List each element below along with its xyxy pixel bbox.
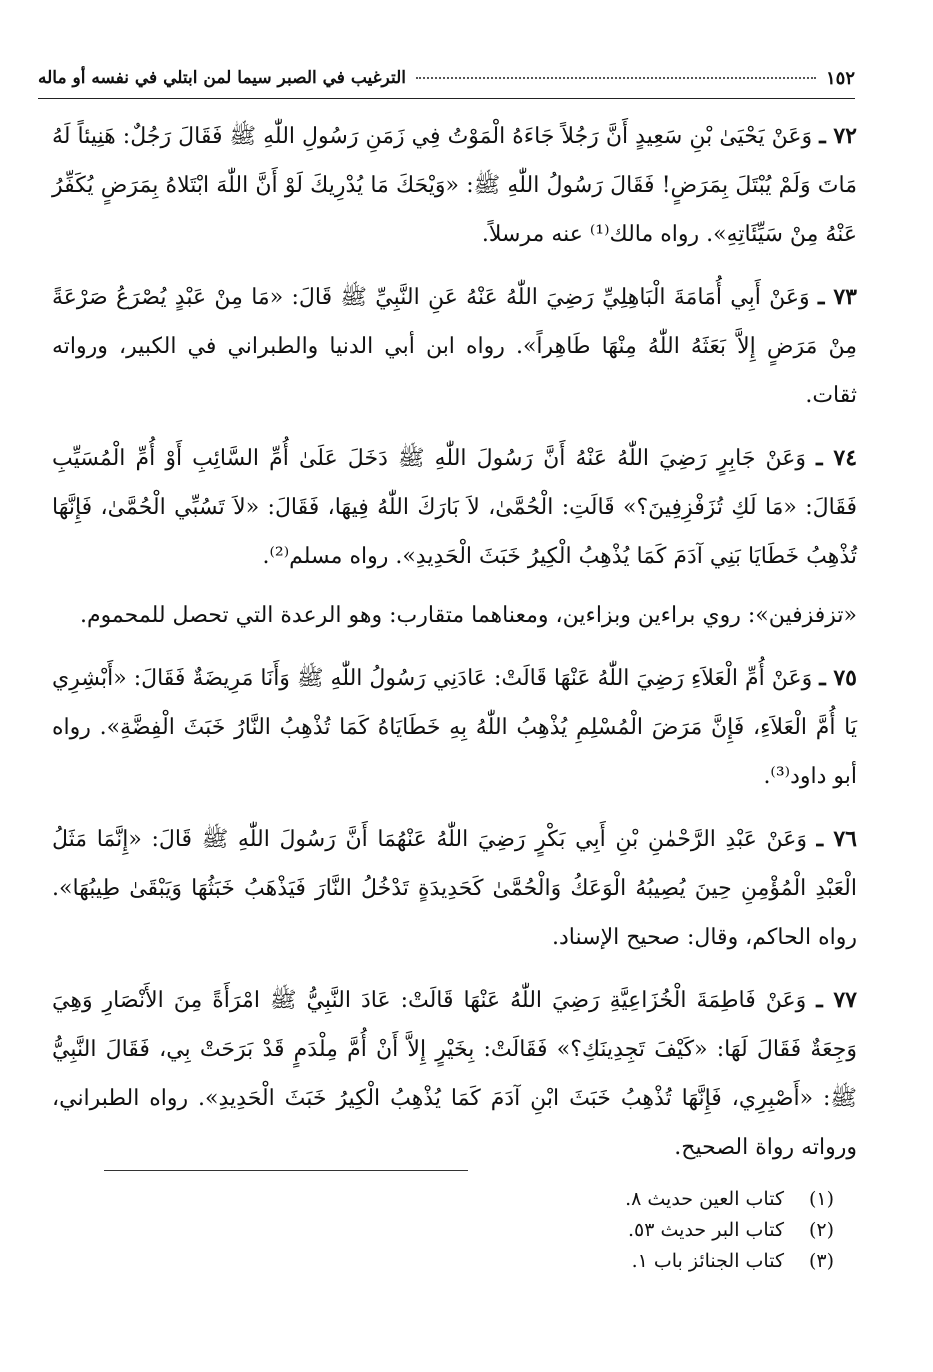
footnote-marker: (١) (808, 1188, 834, 1210)
running-title: الترغيب في الصبر سيما لمن ابتلي في نفسه أو ماله (38, 68, 406, 88)
hadith-number: ٧٢ ـ (819, 123, 857, 149)
hadith-text: وَعَنْ أَبِي أُمَامَةَ الْبَاهِلِيِّ رَضِيَ اللّٰهُ عَنْهُ عَنِ النَّبِيِّ ﷺ قَالَ: «مَا مِنْ عَبْدٍ يُصْرَعُ صَرْعَةً مِنْ مَرَضٍ إِلاَّ بَعَثَهُ اللّٰهُ مِنْهَا طَاهِراً». رواه ابن أبي الدنيا والطبراني في الكبير، ورواته ثقات. (52, 285, 857, 408)
footnotes (400, 1184, 834, 1277)
footnote (400, 1215, 834, 1246)
main-text (52, 112, 857, 1186)
hadith-number: ٧٣ ـ (817, 284, 857, 310)
hadith-text: وَعَنْ جَابِرٍ رَضِيَ اللّٰهُ عَنْهُ أَنَّ رَسُولَ اللّٰهِ ﷺ دَخَلَ عَلَىٰ أُمِّ السَّائِبِ أَوْ أُمِّ الْمُسَيِّبِ فَقَالَ: «مَا لَكِ تُزَفْزِفِينَ؟» قَالَتِ: الْحُمَّىٰ، لاَ بَارَكَ اللّٰهُ فِيهَا، فَقَالَ: «لاَ تَسُبِّي الْحُمَّىٰ، فَإِنَّهَا تُذْهِبُ خَطَايَا بَنِي آدَمَ كَمَا يُذْهِبُ الْكِيرُ خَبَثَ الْحَدِيدِ». رواه مسلم⁽²⁾. (52, 446, 857, 569)
hadith-number: ٧٤ ـ (816, 445, 858, 471)
footnote-text: كتاب العين حديث ٨. (625, 1188, 784, 1210)
hadith-paragraph (52, 434, 857, 581)
footnote-text: كتاب الجنائز باب ١. (631, 1250, 784, 1272)
footnote-marker: (٢) (808, 1219, 834, 1241)
page-number: ١٥٢ (825, 67, 855, 89)
footnote-marker: (٣) (808, 1250, 834, 1272)
hadith-number: ٧٦ ـ (816, 826, 857, 852)
explanatory-note (52, 591, 857, 640)
hadith-number: ٧٥ ـ (819, 665, 857, 691)
hadith-text: وَعَنْ فَاطِمَةَ الْخُزَاعِيَّةِ رَضِيَ اللّٰهُ عَنْهَا قَالَتْ: عَادَ النَّبِيُّ ﷺ امْرَأَةً مِنَ الأَنْصَارِ وَهِيَ وَجِعَةٌ فَقَالَ لَهَا: «كَيْفَ تَجِدِينَكِ؟» فَقَالَتْ: بِخَيْرٍ إِلاَّ أَنْ أُمَّ مِلْدَمٍ قَدْ بَرَحَتْ بِي، فَقَالَ النَّبِيُّ ﷺ: «أَصْبِرِي، فَإِنَّهَا تُذْهِبُ خَبَثَ ابْنِ آدَمَ كَمَا يُذْهِبُ الْكِيرُ خَبَثَ الْحَدِيدِ». رواه الطبراني، ورواته رواة الصحيح. (52, 988, 858, 1160)
hadith-paragraph (52, 654, 857, 801)
note-text: «تزفزفين»: روي براءين وبزاءين، ومعناهما متقارب: وهو الرعدة التي تحصل للمحموم. (79, 603, 857, 628)
hadith-text: وَعَنْ عَبْدِ الرَّحْمٰنِ بْنِ أَبِي بَكْرٍ رَضِيَ اللّٰهُ عَنْهُمَا أَنَّ رَسُولَ اللّٰهِ ﷺ قَالَ: «إِنَّمَا مَثَلُ الْعَبْدِ الْمُؤْمِنِ حِينَ يُصِيبُهُ الْوَعَكُ وَالْحُمَّىٰ كَحَدِيدَةٍ تَدْخُلُ النَّارَ فَيَذْهَبُ خَبَثُهَا وَيَبْقَىٰ طِيبُهَا». رواه الحاكم، وقال: صحيح الإسناد. (52, 827, 857, 950)
footnote (400, 1184, 834, 1215)
hadith-text: وَعَنْ أُمِّ الْعَلاَءِ رَضِيَ اللّٰهُ عَنْهَا قَالَتْ: عَادَنِي رَسُولُ اللّٰهِ ﷺ وَأَنَا مَرِيضَةٌ فَقَالَ: «أَبْشِرِي يَا أُمَّ الْعَلاَءِ، فَإِنَّ مَرَضَ الْمُسْلِمِ يُذْهِبُ اللّٰهُ بِهِ خَطَايَاهُ كَمَا تُذْهِبُ النَّارُ خَبَثَ الْفِضَّةِ». رواه أبو داود⁽³⁾. (52, 666, 857, 789)
hadith-text: وَعَنْ يَحْيَىٰ بْنِ سَعِيدٍ أَنَّ رَجُلاً جَاءَهُ الْمَوْتُ فِي زَمَنِ رَسُولِ اللّٰهِ ﷺ فَقَالَ رَجُلٌ: هَنِيئاً لَهُ مَاتَ وَلَمْ يُبْتَلَ بِمَرَضٍ! فَقَالَ رَسُولُ اللّٰهِ ﷺ: «وَيْحَكَ مَا يُدْرِيكَ لَوْ أَنَّ اللّٰهَ ابْتَلاهُ بِمَرَضٍ يُكَفِّرُ عَنْهُ مِنْ سَيِّئَاتِهِ». رواه مالك⁽¹⁾ عنه مرسلاً. (52, 124, 857, 247)
footnote-separator (104, 1170, 468, 1171)
hadith-paragraph (52, 112, 857, 259)
hadith-paragraph (52, 976, 857, 1172)
footnote-text: كتاب البر حديث ٥٣. (628, 1219, 784, 1241)
header-dot-leader (416, 77, 816, 79)
hadith-paragraph (52, 815, 857, 962)
hadith-number: ٧٧ ـ (816, 987, 857, 1013)
page-header (38, 60, 855, 99)
hadith-paragraph (52, 273, 857, 420)
footnote (400, 1246, 834, 1277)
